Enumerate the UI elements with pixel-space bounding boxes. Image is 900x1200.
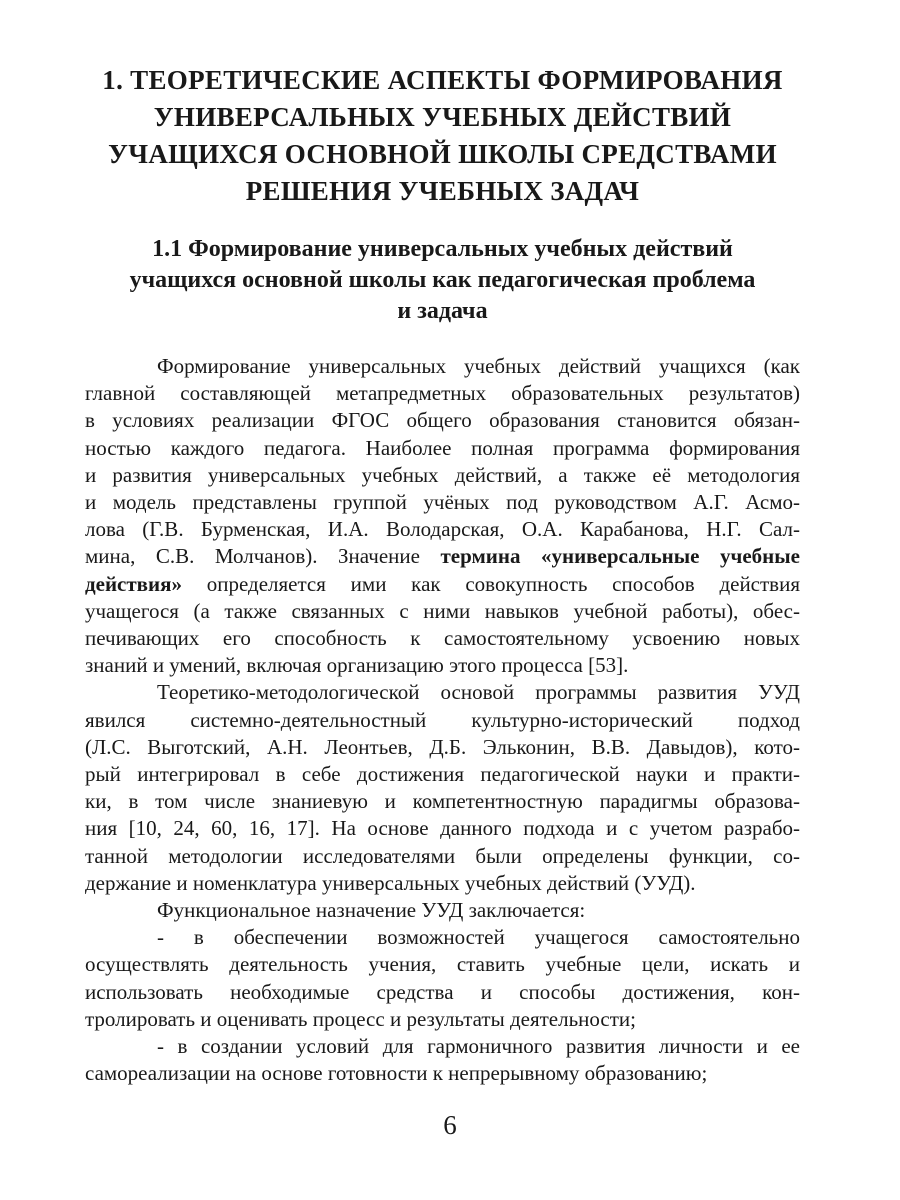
body-run: Теоретико-методологической основой программы развития УУД	[157, 680, 800, 705]
body-run: знаний и умений, включая организацию этого процесса [53].	[85, 653, 629, 678]
body-line	[85, 979, 800, 1006]
body-run: ки, в том числе знаниевую и компетентностную парадигмы образова-	[85, 789, 800, 814]
body-line	[85, 489, 800, 516]
body-line	[85, 788, 800, 815]
body-run: и развития универсальных учебных действий, а также её методология	[85, 462, 800, 487]
body-run-bold: действия»	[85, 571, 182, 596]
body-text	[85, 353, 800, 1087]
chapter-title	[85, 62, 800, 210]
page-number: 6	[443, 1110, 457, 1140]
body-line	[85, 951, 800, 978]
section-title	[85, 234, 800, 327]
title-line: 1. ТЕОРЕТИЧЕСКИЕ АСПЕКТЫ ФОРМИРОВАНИЯ	[102, 65, 783, 95]
body-line	[85, 625, 800, 652]
title-line: УЧАЩИХСЯ ОСНОВНОЙ ШКОЛЫ СРЕДСТВАМИ	[108, 139, 777, 169]
body-run: печивающих его способность к самостоятельному усвоению новых	[85, 626, 800, 651]
title-line: 1.1 Формирование универсальных учебных действий	[152, 236, 733, 262]
body-line	[85, 707, 800, 734]
body-run: держание и номенклатура универсальных учебных действий (УУД).	[85, 870, 696, 895]
body-line	[85, 897, 800, 924]
body-line	[85, 679, 800, 706]
body-line	[85, 761, 800, 788]
title-line: и задача	[397, 298, 488, 324]
body-run: использовать необходимые средства и способы достижения, кон-	[85, 979, 800, 1004]
body-run: танной методологии исследователями были определены функции, со-	[85, 843, 800, 868]
body-run: в условиях реализации ФГОС общего образования становится обязан-	[85, 408, 800, 433]
body-run: лова (Г.В. Бурменская, И.А. Володарская, О.А. Карабанова, Н.Г. Сал-	[85, 517, 800, 542]
body-run: тролировать и оценивать процесс и результаты деятельности;	[85, 1006, 637, 1031]
body-line	[85, 843, 800, 870]
title-line: учащихся основной школы как педагогическая проблема	[129, 267, 756, 293]
body-line	[85, 652, 800, 679]
body-run: рый интегрировал в себе достижения педагогической науки и практи-	[85, 762, 800, 787]
body-line	[85, 407, 800, 434]
body-run: явился системно-деятельностный культурно-исторический подход	[85, 707, 800, 732]
body-line	[85, 571, 800, 598]
body-run: мина, С.В. Молчанов). Значение	[85, 544, 441, 569]
body-run: Формирование универсальных учебных действий учащихся (как	[157, 354, 800, 378]
body-line	[85, 1033, 800, 1060]
body-line	[85, 1006, 800, 1033]
body-line	[85, 815, 800, 842]
content-column	[85, 0, 800, 1087]
body-run: и модель представлены группой учёных под руководством А.Г. Асмо-	[85, 490, 800, 515]
body-line	[85, 380, 800, 407]
body-run: ностью каждого педагога. Наиболее полная программа формирования	[85, 435, 800, 460]
body-run: ния [10, 24, 60, 16, 17]. На основе данного подхода и с учетом разрабо-	[85, 816, 800, 841]
body-line	[85, 870, 800, 897]
body-line	[85, 462, 800, 489]
body-run: самореализации на основе готовности к непрерывному образованию;	[85, 1061, 708, 1086]
body-run: - в обеспечении возможностей учащегося самостоятельно	[157, 925, 800, 950]
body-run: Функциональное назначение УУД заключается:	[157, 898, 586, 923]
body-line	[85, 435, 800, 462]
body-line	[85, 353, 800, 380]
body-run-bold: термина «универсальные учебные	[440, 544, 800, 569]
body-line	[85, 598, 800, 625]
title-line: РЕШЕНИЯ УЧЕБНЫХ ЗАДАЧ	[245, 176, 640, 206]
body-line	[85, 543, 800, 570]
body-line	[85, 924, 800, 951]
body-run: учащегося (а также связанных с ними навыков учебной работы), обес-	[85, 598, 800, 623]
body-line	[85, 1060, 800, 1087]
body-run: (Л.С. Выготский, А.Н. Леонтьев, Д.Б. Эльконин, В.В. Давыдов), кото-	[85, 734, 800, 759]
body-run: осуществлять деятельность учения, ставить учебные цели, искать и	[85, 952, 800, 977]
body-run: определяется ими как совокупность способов действия	[181, 571, 800, 596]
body-run: - в создании условий для гармоничного развития личности и ее	[157, 1034, 800, 1059]
body-line	[85, 734, 800, 761]
body-line	[85, 516, 800, 543]
body-run: главной составляющей метапредметных образовательных результатов)	[85, 381, 800, 406]
title-line: УНИВЕРСАЛЬНЫХ УЧЕБНЫХ ДЕЙСТВИЙ	[153, 102, 732, 132]
